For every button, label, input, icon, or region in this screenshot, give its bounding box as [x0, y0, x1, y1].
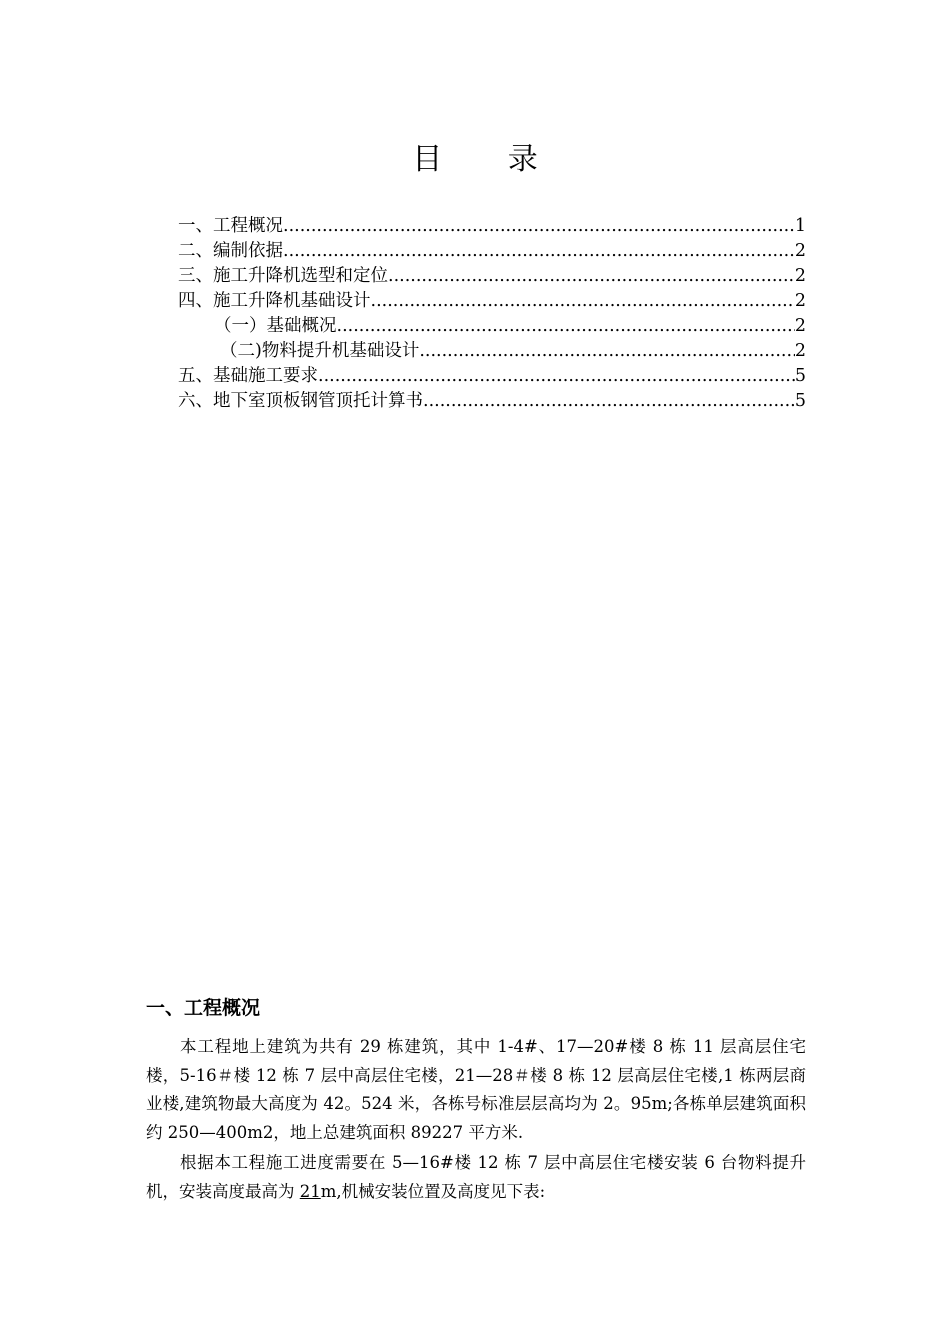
toc-leader-dots	[423, 389, 795, 414]
paragraph: 本工程地上建筑为共有 29 栋建筑，其中 1-4#、17—20#楼 8 栋 11 层高层住宅楼，5-16＃楼 12 栋 7 层中高层住宅楼，21—28＃楼 8 栋 12 层高层住宅楼,1 栋两层商业楼,建筑物最大高度为 42。524 米，各栋号标准层层高均为 2。95m;各栋单层建筑面积约 250—400m2，地上总建筑面积 89227 平方米.	[146, 1037, 806, 1142]
toc-entry-label: 四、施工升降机基础设计	[178, 291, 371, 311]
toc-entry[interactable]	[178, 339, 806, 364]
table-of-contents	[178, 214, 806, 414]
toc-entry-page: 2	[794, 316, 806, 336]
toc-entry-page: 2	[794, 291, 806, 311]
toc-entry[interactable]	[178, 289, 806, 314]
section-heading: 一、工程概况	[146, 997, 261, 1019]
toc-entry-page: 2	[794, 241, 806, 261]
toc-entry-label: （二)物料提升机基础设计	[220, 341, 420, 361]
toc-leader-dots	[388, 264, 795, 289]
toc-entry-page: 5	[794, 391, 806, 411]
toc-entry-label: 五、基础施工要求	[178, 366, 318, 386]
paragraph-text: 根据本工程施工进度需要在 5—16#楼 12 栋 7 层中高层住宅楼安装 6 台物料提升机，安装高度最高为	[146, 1153, 806, 1201]
toc-entry[interactable]	[178, 239, 806, 264]
toc-entry-label: 六、地下室顶板钢管顶托计算书	[178, 391, 423, 411]
toc-leader-dots	[337, 314, 795, 339]
toc-entry-label: 三、施工升降机选型和定位	[178, 266, 388, 286]
toc-entry-page: 2	[794, 341, 806, 361]
section-body	[146, 1033, 806, 1208]
toc-entry-label: （一）基础概况	[214, 316, 337, 336]
toc-entry[interactable]	[178, 264, 806, 289]
toc-leader-dots	[371, 289, 795, 314]
toc-entry[interactable]	[178, 364, 806, 389]
toc-leader-dots	[283, 239, 795, 264]
toc-entry[interactable]	[178, 214, 806, 239]
toc-leader-dots	[283, 214, 795, 239]
toc-entry-label: 二、编制依据	[178, 241, 283, 261]
toc-entry-label: 一、工程概况	[178, 216, 283, 236]
toc-title: 目 录	[412, 142, 566, 177]
toc-entry-page: 1	[794, 216, 806, 236]
toc-entry[interactable]	[178, 389, 806, 414]
paragraph	[146, 1149, 806, 1206]
toc-leader-dots	[419, 339, 795, 364]
paragraph-text: m,机械安装位置及高度见下表:	[320, 1181, 546, 1201]
toc-leader-dots	[318, 364, 795, 389]
toc-entry-page: 5	[794, 366, 806, 386]
underlined-value: 21	[299, 1181, 321, 1201]
toc-entry[interactable]	[178, 314, 806, 339]
toc-entry-page: 2	[794, 266, 806, 286]
